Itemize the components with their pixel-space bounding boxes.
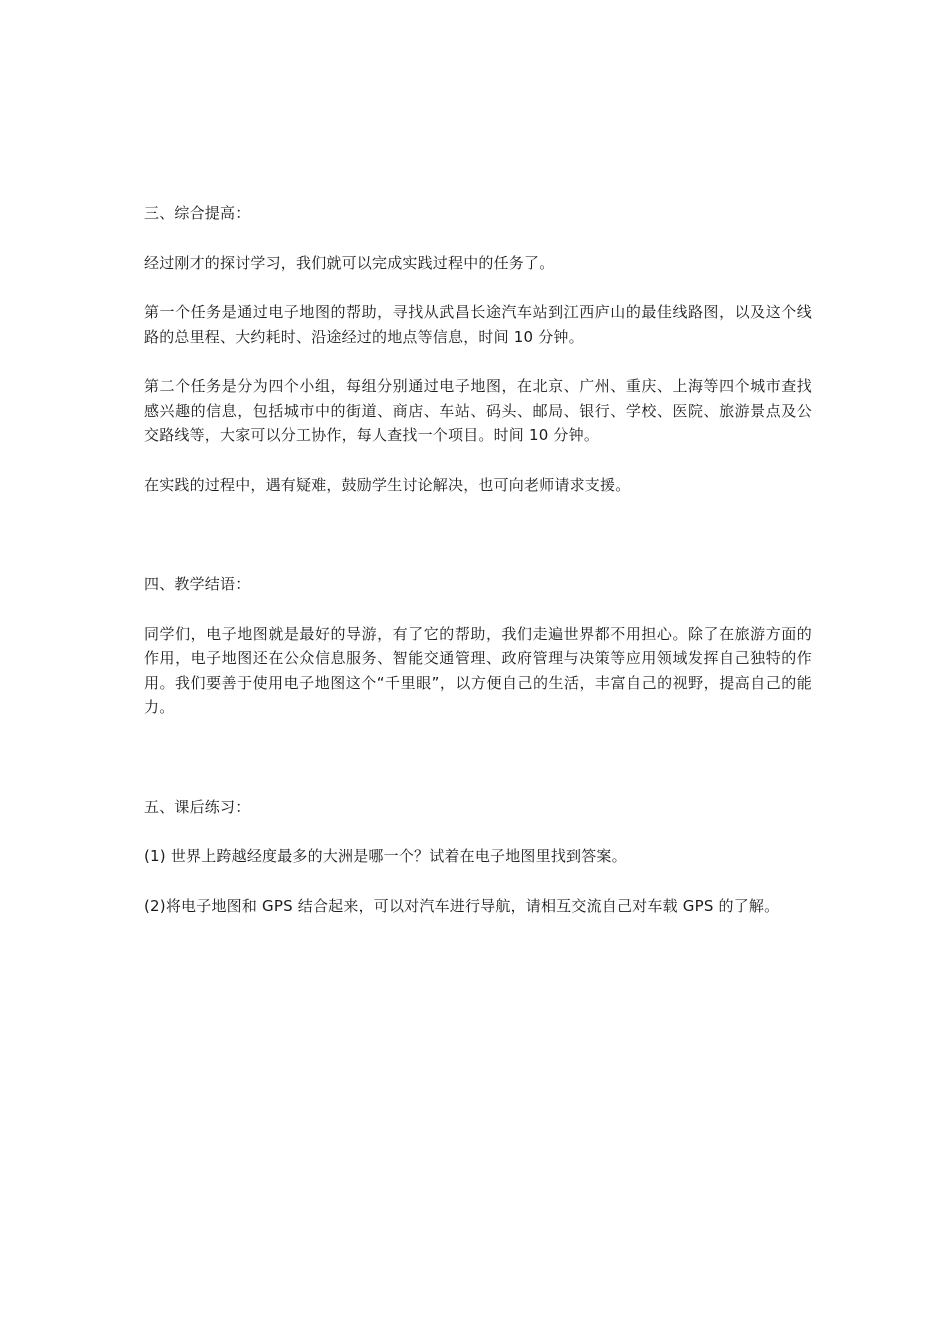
exercise-question-2: (2)将电子地图和 GPS 结合起来，可以对汽车进行导航，请相互交流自己对车载 GPS 的了解。: [144, 896, 780, 915]
section-5-heading: 五、课后练习：: [144, 797, 251, 816]
section-3-paragraph-1: 经过刚才的探讨学习，我们就可以完成实践过程中的任务了。: [144, 253, 555, 272]
document-body: [144, 201, 812, 918]
section-3-paragraph-3: 第二个任务是分为四个小组，每组分别通过电子地图，在北京、广州、重庆、上海等四个城市查找感兴趣的信息，包括城市中的街道、商店、车站、码头、邮局、银行、学校、医院、旅游景点及公交路线等，大家可以分工协作，每人查找一个项目。时间 10 分钟。: [144, 377, 812, 444]
section-3-heading: 三、综合提高：: [144, 204, 251, 222]
section-4-paragraph-1: 同学们，电子地图就是最好的导游，有了它的帮助，我们走遍世界都不用担心。除了在旅游方面的作用，电子地图还在公众信息服务、智能交通管理、政府管理与决策等应用领域发挥自己独特的作用。我们要善于使用电子地图这个“千里眼”，以方便自己的生活，丰富自己的视野，提高自己的能力。: [144, 624, 812, 716]
section-3-paragraph-4: 在实践的过程中，遇有疑难，鼓励学生讨论解决，也可向老师请求支援。: [144, 475, 631, 494]
exercise-question-1: (1) 世界上跨越经度最多的大洲是哪一个？试着在电子地图里找到答案。: [144, 847, 627, 865]
section-4-heading: 四、教学结语：: [144, 575, 251, 593]
section-3-paragraph-2: 第一个任务是通过电子地图的帮助，寻找从武昌长途汽车站到江西庐山的最佳线路图，以及这个线路的总里程、大约耗时、沿途经过的地点等信息，时间 10 分钟。: [144, 303, 812, 346]
